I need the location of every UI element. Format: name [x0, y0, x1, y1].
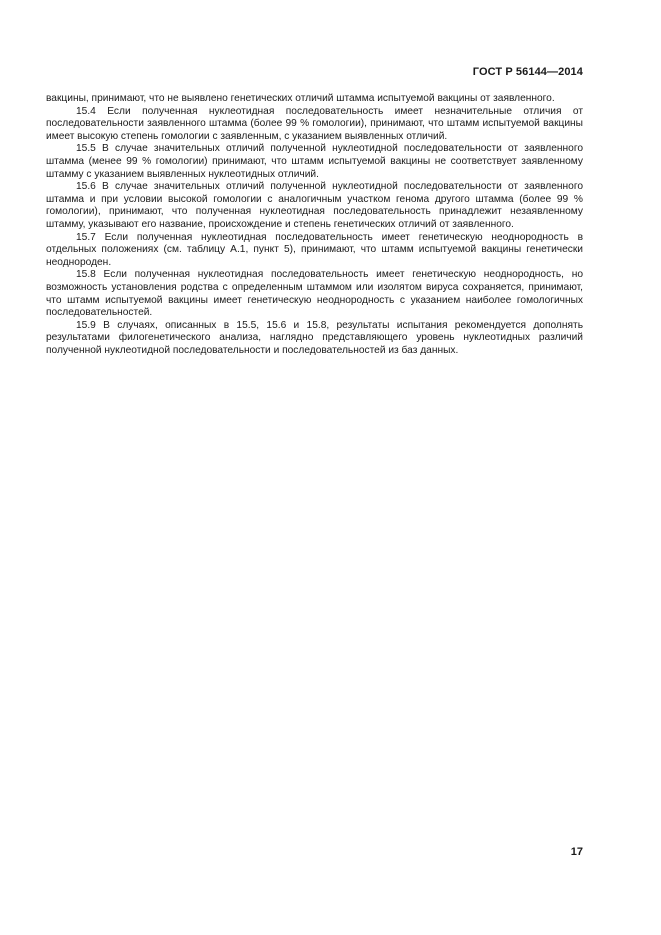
document-code-header: ГОСТ Р 56144—2014 — [472, 66, 583, 78]
paragraph-15-9: 15.9 В случаях, описанных в 15.5, 15.6 и 15.8, результаты испытания рекомендуется дополнять результатами филогенетического анализа, наглядно представляющего уровень нуклеотидных различий полученной нуклеотидной последовательности и последовательностей из баз данных. — [46, 319, 583, 356]
paragraph-15-8: 15.8 Если полученная нуклеотидная последовательность имеет генетическую неоднородность, но возможность установления родства с определенным штаммом или изолятом вируса сохраняется, принимают, что штамм испытуемой вакцины имеет генетическую неоднородность с указанием наиболее гомологичных последовательностей. — [46, 269, 583, 319]
paragraph-15-6: 15.6 В случае значительных отличий полученной нуклеотидной последовательности от заявленного штамма и при условии высокой гомологии с аналогичным участком генома другого штамма (более 99 % гомологии), принимают, что полученная нуклеотидная последовательность принадлежит незаявленному штамму, указывают его название, происхождение и степень генетических отличий от заявленного. — [46, 181, 583, 230]
paragraph-15-7: 15.7 Если полученная нуклеотидная последовательность имеет генетическую неоднородность в отдельных положениях (см. таблицу А.1, пункт 5), принимают, что штамм испытуемой вакцины генетически неоднороден. — [46, 231, 583, 268]
document-body — [46, 93, 583, 357]
paragraph-continuation: вакцины, принимают, что не выявлено генетических отличий штамма испытуемой вакцины от заявленного. — [46, 93, 555, 104]
paragraph-15-4: 15.4 Если полученная нуклеотидная последовательность имеет незначительные отличия от последовательности заявленного штамма (более 99 % гомологии), принимают, что штамм испытуемой вакцины имеет высокую степень гомологии с заявленным, с указанием выявленных отличий. — [46, 105, 583, 142]
paragraph-15-5: 15.5 В случае значительных отличий полученной нуклеотидной последовательности от заявленного штамма (менее 99 % гомологии) принимают, что штамм испытуемой вакцины не соответствует заявленному штамму с указанием выявленных нуклеотидных отличий. — [46, 143, 583, 180]
page-number: 17 — [570, 846, 583, 858]
